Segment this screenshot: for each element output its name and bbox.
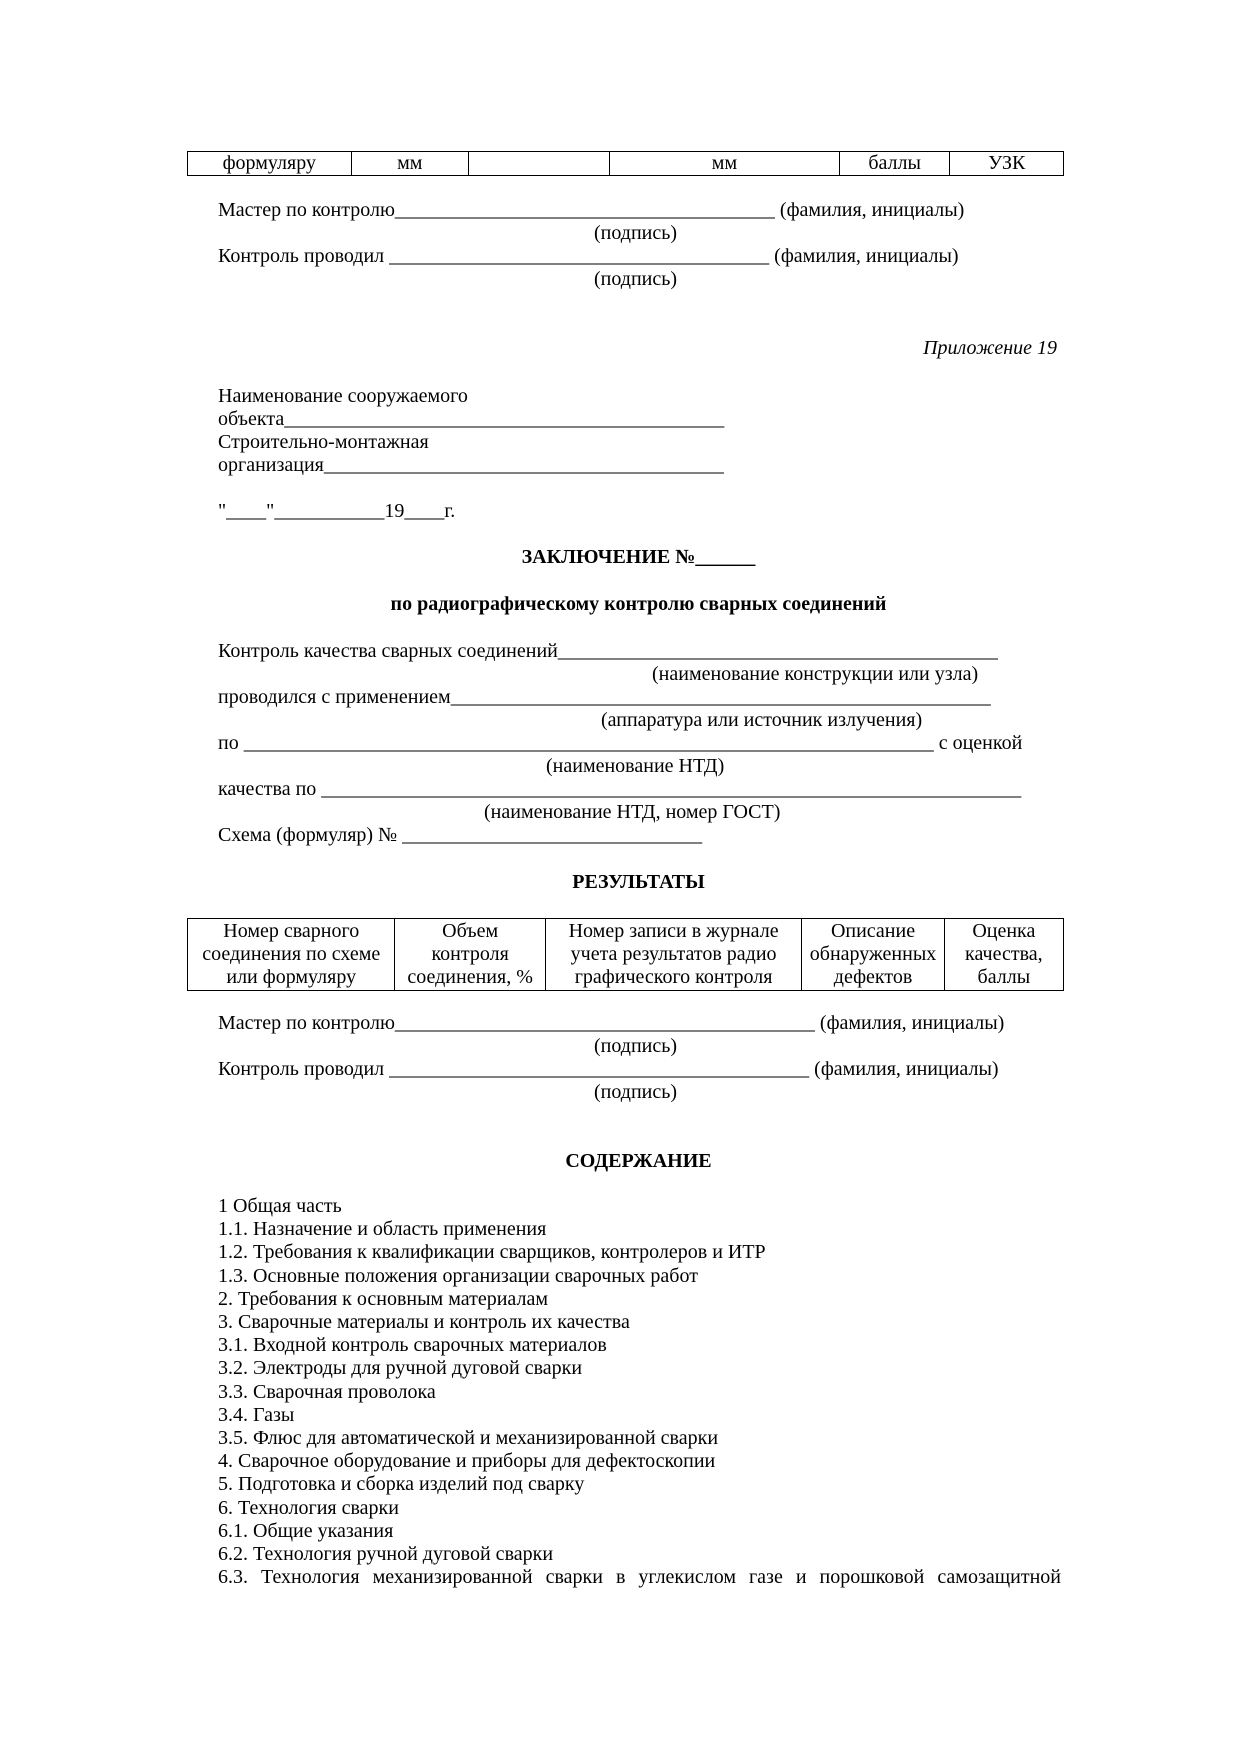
list-item: 1.3. Основные положения организации сварочных работ [218,1264,698,1287]
list-item: 1.2. Требования к квалификации сварщиков, контролеров и ИТР [218,1241,766,1264]
header-line: Описание [830,920,916,942]
header-line: или формуляру [226,966,357,988]
organization-label: Строительно-монтажная [218,431,429,453]
list-item: 3.3. Сварочная проволока [218,1380,436,1403]
header-line: Оценка [972,920,1036,942]
table-cell: УЗК [950,152,1064,176]
table-cell: мм [610,152,840,176]
form-hint-ntd: (наименование НТД) [546,755,725,777]
table-row [188,152,1064,176]
header-cell-joint-number [188,919,395,991]
header-cell-quality [944,919,1063,991]
header-line: Номер сварного [223,920,360,942]
form-line-ntd: по _____________________________________________________________________ с оценкой [218,732,1023,754]
list-item: 3.5. Флюс для автоматической и механизированной сварки [218,1427,719,1450]
header-line: контроля [431,943,509,965]
master-signature-line: Мастер по контролю__________________________________________ (фамилия, инициалы) [218,1012,1005,1034]
list-item: 4. Сварочное оборудование и приборы для дефектоскопии [218,1450,716,1473]
list-item: 6. Технология сварки [218,1496,399,1519]
list-item: 3. Сварочные материалы и контроль их качества [218,1311,630,1334]
organization-field: организация________________________________________ [218,454,724,476]
header-line: Объем [442,920,499,942]
table-cell: мм [351,152,468,176]
signature-hint: (подпись) [594,1035,678,1057]
top-table [187,151,1064,176]
conclusion-title: ЗАКЛЮЧЕНИЕ №______ [521,546,756,568]
signature-hint: (подпись) [594,1081,678,1103]
header-line: графического контроля [574,966,773,988]
controller-signature-line: Контроль проводил __________________________________________ (фамилия, инициалы) [218,1058,999,1080]
object-name-field: объекта____________________________________________ [218,408,725,430]
header-line: баллы [977,966,1031,988]
header-line: дефектов [833,966,913,988]
list-item: 2. Требования к основным материалам [218,1287,548,1310]
list-item: 3.1. Входной контроль сварочных материалов [218,1334,607,1357]
object-name-label: Наименование сооружаемого [218,385,468,407]
form-hint-equipment: (аппаратура или источник излучения) [601,709,923,731]
header-line: качества, [965,943,1043,965]
results-table [187,918,1064,991]
form-line-construction: Контроль качества сварных соединений____________________________________________ [218,640,998,662]
conclusion-subtitle: по радиографическому контролю сварных соединений [390,593,887,615]
appendix-label: Приложение 19 [923,337,1057,359]
table-cell: баллы [839,152,950,176]
list-item: 1.1. Назначение и область применения [218,1218,547,1241]
signature-hint: (подпись) [594,222,678,244]
form-hint-gost: (наименование НТД, номер ГОСТ) [484,801,781,823]
table-header-row [188,919,1064,991]
results-title: РЕЗУЛЬТАТЫ [572,871,705,893]
list-item: 6.3. Технология механизированной сварки в углекислом газе и порошковой самозащитной [218,1566,1061,1589]
header-cell-defects [802,919,944,991]
controller-signature-line: Контроль проводил ______________________________________ (фамилия, инициалы) [218,245,959,267]
header-cell-volume [395,919,545,991]
master-signature-line: Мастер по контролю______________________________________ (фамилия, инициалы) [218,199,965,221]
form-line-quality: качества по ______________________________________________________________________ [218,778,1022,800]
list-item: 6.1. Общие указания [218,1519,394,1542]
header-line: соединения по схеме [202,943,381,965]
table-cell [468,152,609,176]
list-item: 3.4. Газы [218,1403,295,1426]
list-item: 5. Подготовка и сборка изделий под сварку [218,1473,585,1496]
list-item: 1 Общая часть [218,1195,342,1217]
contents-title: СОДЕРЖАНИЕ [565,1150,712,1172]
contents-list [218,1195,1061,1589]
header-line: Номер записи в журнале [568,920,779,942]
header-cell-journal-record [545,919,802,991]
header-line: обнаруженных [809,943,937,965]
table-cell: формуляру [188,152,352,176]
header-line: соединения, % [407,966,533,988]
form-line-scheme: Схема (формуляр) № ______________________________ [218,824,703,846]
form-line-equipment: проводился с применением______________________________________________________ [218,686,991,708]
list-item: 3.2. Электроды для ручной дуговой сварки [218,1357,583,1380]
form-hint-construction: (наименование конструкции или узла) [652,663,979,685]
signature-hint: (подпись) [594,268,678,290]
header-line: учета результатов радио [570,943,777,965]
date-field: "____"___________19____г. [218,500,456,522]
list-item: 6.2. Технология ручной дуговой сварки [218,1543,554,1566]
